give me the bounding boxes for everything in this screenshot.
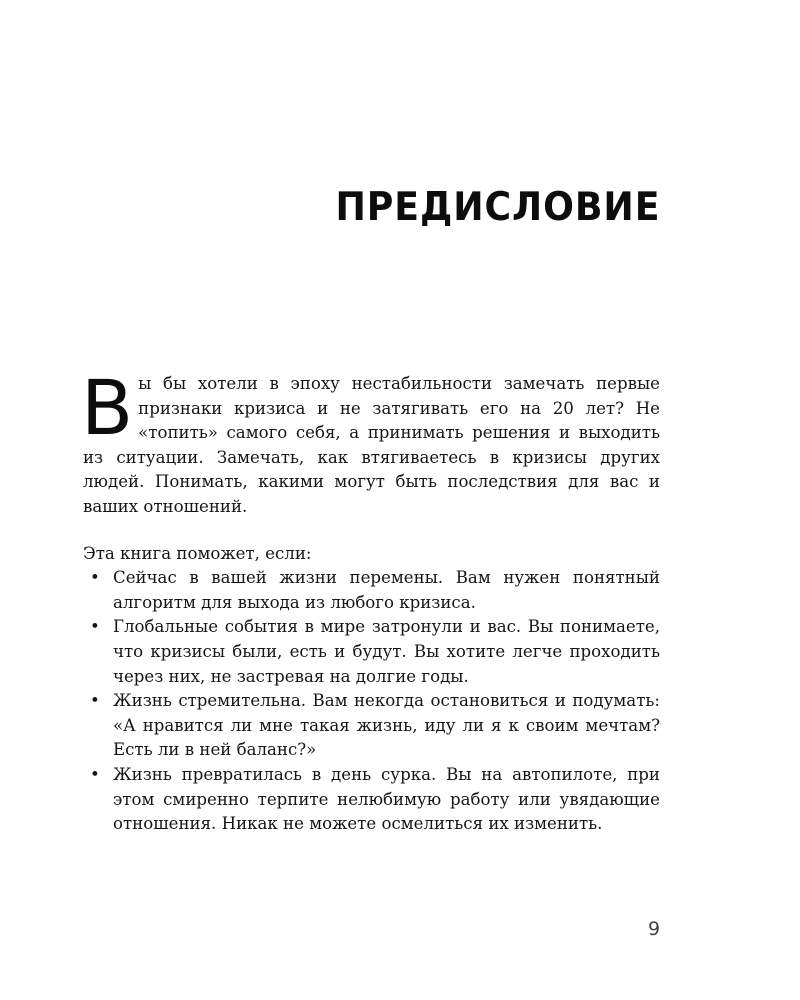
chapter-body [81,363,660,837]
chapter-title: ПРЕДИСЛОВИЕ [335,185,660,230]
bullet-icon: • [90,617,100,637]
intro-text: ы бы хотели в эпоху нестабильности замечать первые признаки кризиса и не затягивать его на 20 лет? Не «топить» самого себя, а принимать решения и выходить из ситуации. Замечать, как втягиваетесь в кризисы других людей. Понимать, какими могут быть последствия для вас и ваших отношений. [83,374,660,516]
bullet-icon: • [90,568,100,588]
bullet-icon: • [90,691,100,711]
drop-cap: В [81,363,134,452]
intro-paragraph [81,363,660,520]
list-item [83,615,660,689]
bullet-icon: • [90,764,100,784]
benefit-list [83,566,660,837]
list-item-text: Сейчас в вашей жизни перемены. Вам нужен понятный алгоритм для выхода из любого кризиса. [113,568,660,612]
list-item [83,689,660,763]
list-item [83,763,660,837]
list-item-text: Жизнь превратилась в день сурка. Вы на автопилоте, при этом смиренно терпите нелюбимую работу или увядающие отношения. Никак не можете осмелиться их изменить. [113,764,660,834]
list-lead: Эта книга поможет, если: [83,543,312,563]
list-item [83,566,660,615]
page-number: 9 [648,918,661,940]
list-item-text: Жизнь стремительна. Вам некогда остановиться и подумать: «А нравится ли мне такая жизнь, иду ли я к своим мечтам? Есть ли в ней баланс?» [113,691,660,760]
list-item-text: Глобальные события в мире затронули и вас. Вы понимаете, что кризисы были, есть и будут. Вы хотите легче проходить через них, не застревая на долгие годы. [113,617,660,686]
